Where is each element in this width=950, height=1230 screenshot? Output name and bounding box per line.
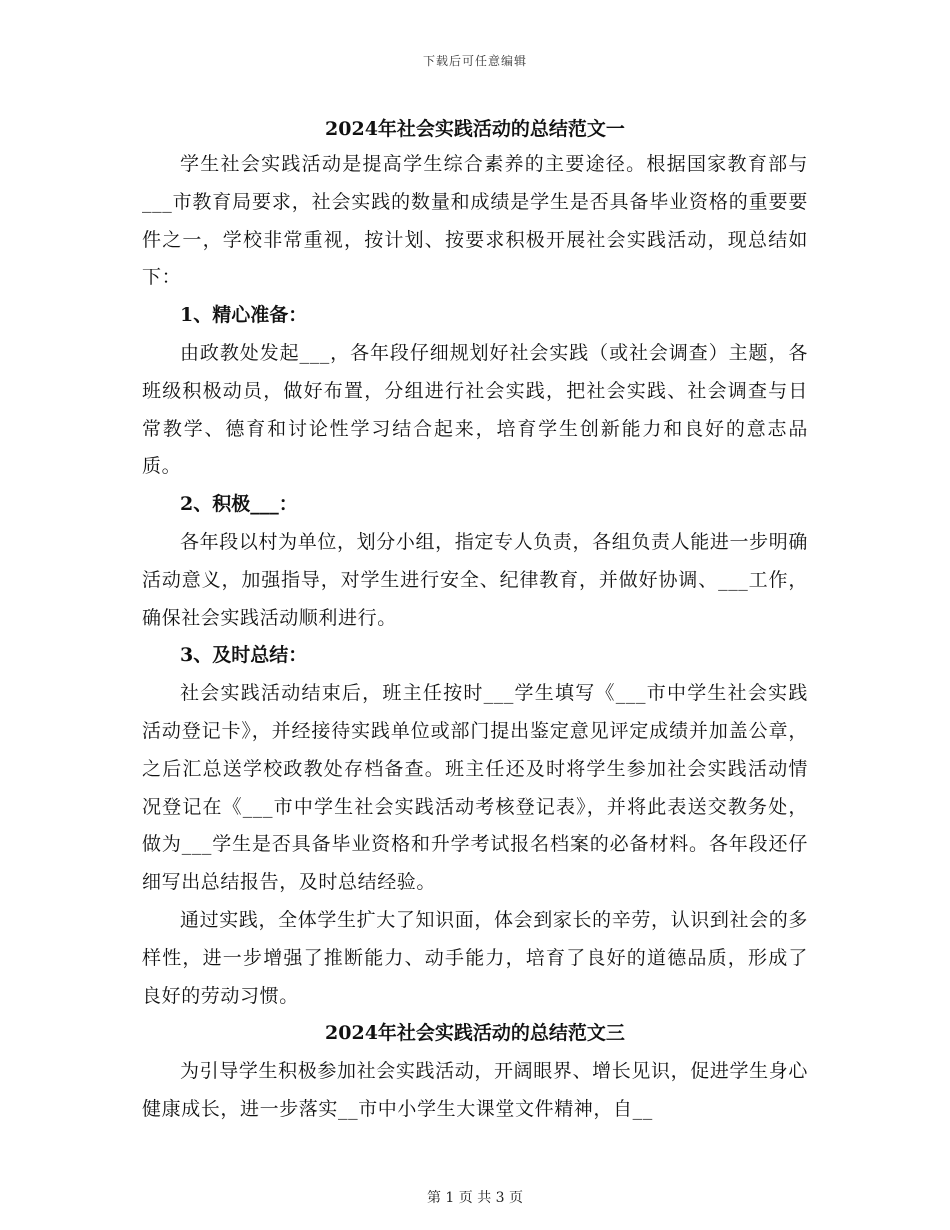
section-2-paragraph: 各年段以村为单位，划分小组，指定专人负责，各组负责人能进一步明确活动意义，加强指导，对学生进行安全、纪律教育，并做好协调、___工作，确保社会实践活动顺利进行。	[142, 530, 808, 629]
intro-paragraph: 学生社会实践活动是提高学生综合素养的主要途径。根据国家教育部与___市教育局要求，社会实践的数量和成绩是学生是否具备毕业资格的重要要件之一，学校非常重视，按计划、按要求积极开展社会实践活动，现总结如下：	[142, 153, 808, 289]
conclusion-paragraph: 通过实践，全体学生扩大了知识面，体会到家长的辛劳，认识到社会的多样性，进一步增强了推断能力、动手能力，培育了良好的道德品质，形成了良好的劳动习惯。	[142, 908, 808, 1007]
page-number: 第 1 页 共 3 页	[426, 1190, 524, 1206]
second-document-title: 2024年社会实践活动的总结范文三	[325, 1022, 625, 1045]
section-1-heading: 1、精心准备：	[180, 304, 308, 327]
second-document-paragraph: 为引导学生积极参加社会实践活动，开阔眼界、增长见识，促进学生身心健康成长，进一步落实__市中小学生大课堂文件精神，自__	[142, 1060, 808, 1120]
section-3-paragraph: 社会实践活动结束后，班主任按时___学生填写《___市中学生社会实践活动登记卡》，并经接待实践单位或部门提出鉴定意见评定成绩并加盖公章，之后汇总送学校政教处存档备查。班主任还及时将学生参加社会实践活动情况登记在《___市中学生社会实践活动考核登记表》，并将此表送交教务处，做为___学生是否具备毕业资格和升学考试报名档案的必备材料。各年段还仔细写出总结报告，及时总结经验。	[142, 682, 808, 894]
section-1-paragraph: 由政教处发起___，各年段仔细规划好社会实践（或社会调查）主题，各班级积极动员，做好布置，分组进行社会实践，把社会实践、社会调查与日常教学、德育和讨论性学习结合起来，培育学生创新能力和良好的意志品质。	[142, 341, 808, 478]
document-title: 2024年社会实践活动的总结范文一	[325, 118, 625, 140]
section-2-heading: 2、积极___：	[180, 493, 298, 516]
page-header: 下载后可任意编辑	[422, 54, 527, 68]
section-3-heading: 3、及时总结：	[180, 644, 308, 667]
document-body	[142, 112, 808, 1129]
